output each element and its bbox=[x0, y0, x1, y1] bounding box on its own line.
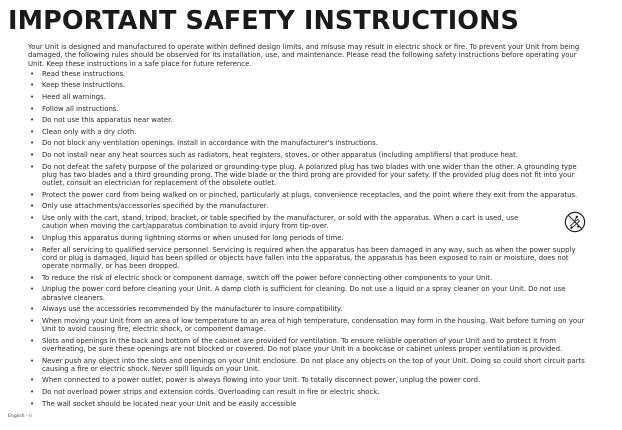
list-item: • Heed all warnings. bbox=[28, 93, 590, 101]
page-title: IMPORTANT SAFETY INSTRUCTIONS bbox=[8, 6, 519, 36]
list-item: • Refer all servicing to qualified service personnel. Servicing is required when the apparatus has been damaged in any way, such as when the power supply cord or plug is damaged, liquid has been spilled or objects have fallen into the apparatus, the apparatus has been exposed to rain or moisture, does not operate normally, or has been dropped. bbox=[28, 246, 590, 271]
list-item: • The wall socket should be located near your Unit and be easily accessible bbox=[28, 400, 590, 408]
list-item: • Unplug this apparatus during lightning storms or when unused for long periods of time. bbox=[28, 234, 590, 242]
list-item: • To reduce the risk of electric shock or component damage, switch off the power before connecting other components to your Unit. bbox=[28, 274, 590, 282]
list-item: • Do not defeat the safety purpose of the polarized or grounding-type plug. A polarized plug has two blades with one wider than the other. A grounding type plug has two blades and a third grounding prong. The wide blade or the third prong are provided for your safety. If the provided plug does not fit into your outlet, consult an electrician for replacement of the obsolete outlet. bbox=[28, 163, 590, 188]
instruction-list bbox=[28, 70, 590, 408]
list-item: • Clean only with a dry cloth. bbox=[28, 128, 590, 136]
list-item: • Protect the power cord from being walked on or pinched, particularly at plugs, convenience receptacles, and the point where they exit from the apparatus. bbox=[28, 191, 590, 199]
list-item: • When connected to a power outlet, power is always flowing into your Unit. To totally disconnect power, unplug the power cord. bbox=[28, 376, 590, 384]
list-item: • Do not overload power strips and extension cords. Overloading can result in fire or electric shock. bbox=[28, 388, 590, 396]
list-item: • Only use attachments/accessories specified by the manufacturer. bbox=[28, 202, 590, 210]
safety-content bbox=[28, 43, 590, 411]
cart-tip-over-warning-icon bbox=[564, 211, 586, 233]
page-footer: English - ii bbox=[8, 414, 32, 419]
list-item: • Unplug the power cord before cleaning your Unit. A damp cloth is sufficient for cleaning. Do not use a liquid or a spray cleaner on your Unit. Do not use abrasive cleaners. bbox=[28, 285, 590, 302]
intro-paragraph: Your Unit is designed and manufactured to operate within defined design limits, and misuse may result in electric shock or fire. To prevent your Unit from being damaged, the following rules should be observed for its installation, use, and maintenance. Please read the following safety instructions before operating your Unit. Keep these instructions in a safe place for future reference. bbox=[28, 43, 580, 68]
list-item: • Do not use this apparatus near water. bbox=[28, 116, 590, 124]
list-item: • Slots and openings in the back and bottom of the cabinet are provided for ventilation. To ensure reliable operation of your Unit and to protect it from overheating, be sure these openings are not blocked or covered. Do not place your Unit in a bookcase or cabinet unless proper ventilation is provided. bbox=[28, 337, 590, 354]
list-item: • Always use the accessories recommended by the manufacturer to insure compatibility. bbox=[28, 305, 590, 313]
list-item: • Read these instructions. bbox=[28, 70, 590, 78]
list-item-cart bbox=[28, 214, 590, 231]
list-item-text: Use only with the cart, stand, tripod, bracket, or table specified by the manufacturer, or sold with the apparatus. When a cart is used, use caution when moving the cart/apparatus combination to avoid injury from tip-over. bbox=[42, 214, 519, 231]
list-item: • Do not block any ventilation openings. Install in accordance with the manufacturer's instructions. bbox=[28, 139, 590, 147]
list-item: • Do not install near any heat sources such as radiators, heat registers, stoves, or other apparatus (including amplifiers) that produce heat. bbox=[28, 151, 590, 159]
list-item: • Keep these instructions. bbox=[28, 81, 590, 89]
list-item: • Follow all instructions. bbox=[28, 105, 590, 113]
list-item: • When moving your Unit from an area of low temperature to an area of high temperature, condensation may form in the housing. Wait before turning on your Unit to avoid causing fire, electric shock, or component damage. bbox=[28, 317, 590, 334]
list-item: • Never push any object into the slots and openings on your Unit enclosure. Do not place any objects on the top of your Unit. Doing so could short circuit parts causing a fire or electric shock. Never spill liquids on your Unit. bbox=[28, 357, 590, 374]
